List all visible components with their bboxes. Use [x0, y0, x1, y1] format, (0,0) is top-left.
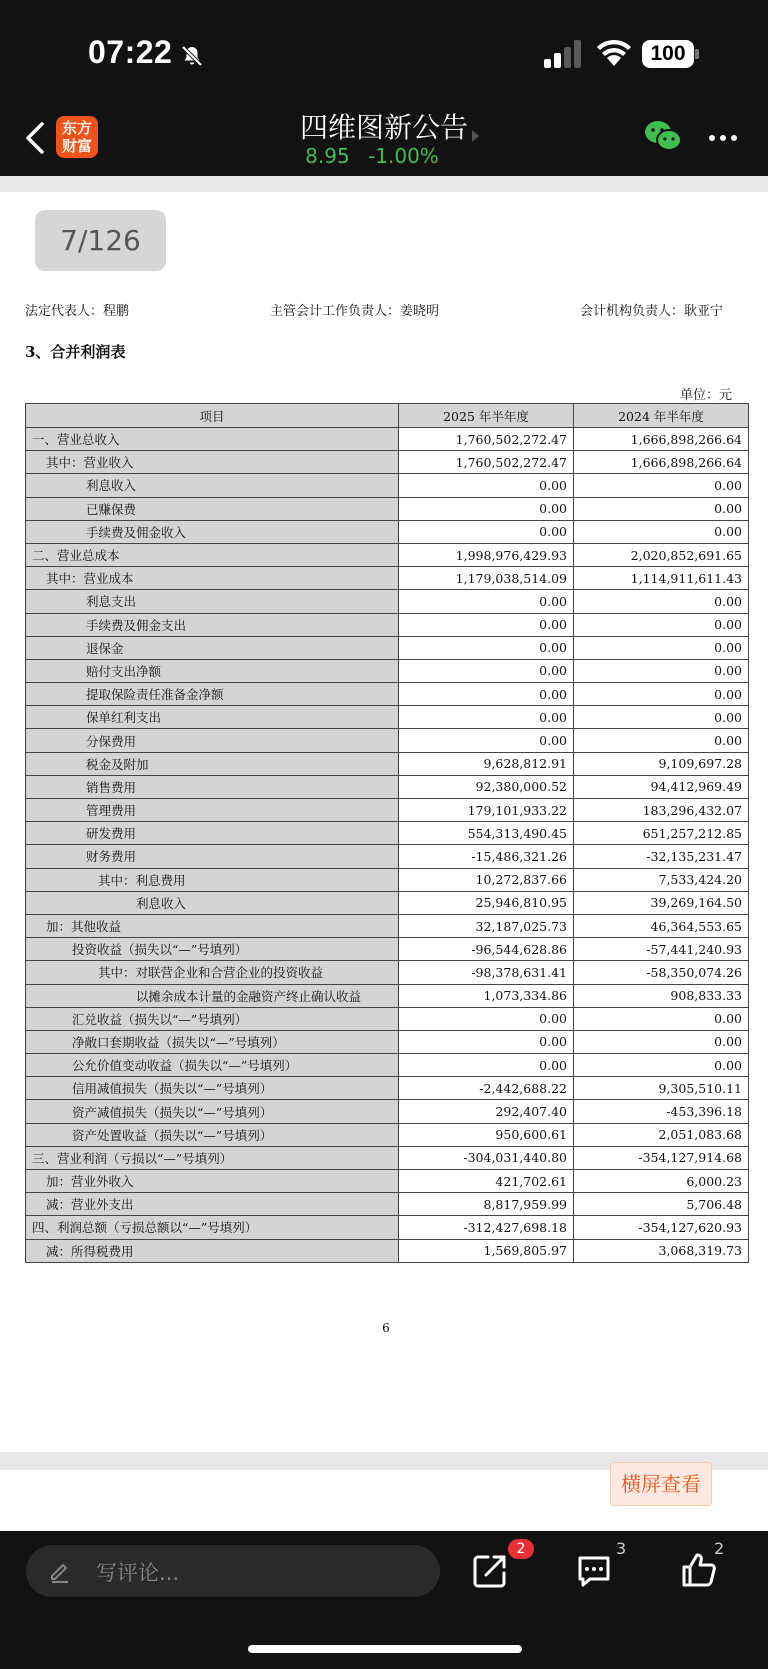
- table-row: [26, 1007, 749, 1030]
- value-2025: 0.00: [399, 683, 574, 706]
- value-2024: -453,396.18: [574, 1100, 749, 1123]
- value-2025: 0.00: [399, 1007, 574, 1030]
- header-2024: 2024 年半年度: [574, 404, 749, 428]
- value-2025: 1,073,334.86: [399, 984, 574, 1007]
- row-label: 加：营业外收入: [26, 1170, 399, 1193]
- row-label: 退保金: [26, 636, 399, 659]
- bell-muted-icon: [180, 44, 204, 68]
- comment-placeholder: 写评论...: [96, 1561, 180, 1585]
- row-label: 手续费及佣金收入: [26, 520, 399, 543]
- value-2025: 1,179,038,514.09: [399, 567, 574, 590]
- more-options-icon[interactable]: [708, 134, 738, 142]
- row-label: 以摊余成本计量的金融资产终止确认收益: [26, 984, 399, 1007]
- stock-price: 8.95: [305, 144, 350, 168]
- legal-representative: 法定代表人：程鹏: [25, 304, 130, 319]
- stock-quote[interactable]: [0, 144, 744, 168]
- row-label: 二、营业总成本: [26, 543, 399, 566]
- value-2024: 0.00: [574, 590, 749, 613]
- value-2024: 0.00: [574, 729, 749, 752]
- row-label: 已赚保费: [26, 497, 399, 520]
- value-2024: 9,109,697.28: [574, 752, 749, 775]
- row-label: 分保费用: [26, 729, 399, 752]
- accounting-head: 主管会计工作负责人：姜晓明: [270, 304, 440, 319]
- value-2024: 0.00: [574, 683, 749, 706]
- value-2024: 0.00: [574, 1030, 749, 1053]
- header-2025: 2025 年半年度: [399, 404, 574, 428]
- value-2025: -98,378,631.41: [399, 961, 574, 984]
- quote-arrow-icon: [472, 130, 479, 142]
- value-2024: 0.00: [574, 474, 749, 497]
- value-2024: 0.00: [574, 659, 749, 682]
- row-label: 手续费及佣金支出: [26, 613, 399, 636]
- value-2025: 1,998,976,429.93: [399, 543, 574, 566]
- value-2025: 0.00: [399, 706, 574, 729]
- value-2025: 25,946,810.95: [399, 891, 574, 914]
- page-indicator: 7/126: [35, 210, 166, 271]
- share-icon[interactable]: [472, 1553, 508, 1589]
- value-2025: -304,031,440.80: [399, 1146, 574, 1169]
- bottom-toolbar: [0, 1531, 768, 1669]
- table-row: [26, 1170, 749, 1193]
- value-2024: 0.00: [574, 636, 749, 659]
- table-row: [26, 961, 749, 984]
- row-label: 资产减值损失（损失以“—”号填列）: [26, 1100, 399, 1123]
- table-row: [26, 706, 749, 729]
- table-row: [26, 683, 749, 706]
- table-row: [26, 1193, 749, 1216]
- landscape-view-button[interactable]: 横屏查看: [610, 1462, 712, 1506]
- row-label: 投资收益（损失以“—”号填列）: [26, 938, 399, 961]
- income-statement-table: [25, 403, 749, 1263]
- table-row: [26, 1239, 749, 1262]
- row-label: 利息收入: [26, 474, 399, 497]
- table-row: [26, 775, 749, 798]
- value-2024: 39,269,164.50: [574, 891, 749, 914]
- comment-count: 3: [616, 1539, 627, 1558]
- value-2025: 554,313,490.45: [399, 822, 574, 845]
- value-2025: 32,187,025.73: [399, 914, 574, 937]
- home-indicator: [248, 1645, 522, 1653]
- battery-indicator: 100: [642, 40, 694, 68]
- table-row: [26, 543, 749, 566]
- like-count: 2: [714, 1539, 725, 1558]
- value-2024: -354,127,914.68: [574, 1146, 749, 1169]
- value-2024: 1,114,911,611.43: [574, 567, 749, 590]
- value-2025: -312,427,698.18: [399, 1216, 574, 1239]
- value-2024: 1,666,898,266.64: [574, 428, 749, 451]
- row-label: 三、营业利润（亏损以“—”号填列）: [26, 1146, 399, 1169]
- unit-label: 单位：元: [680, 388, 733, 403]
- table-row: [26, 799, 749, 822]
- value-2024: 0.00: [574, 613, 749, 636]
- comment-input[interactable]: [26, 1545, 440, 1597]
- status-bar: [0, 0, 768, 100]
- row-label: 研发费用: [26, 822, 399, 845]
- value-2025: 421,702.61: [399, 1170, 574, 1193]
- table-row: [26, 1216, 749, 1239]
- table-row: [26, 1030, 749, 1053]
- value-2024: -57,441,240.93: [574, 938, 749, 961]
- value-2025: 8,817,959.99: [399, 1193, 574, 1216]
- table-row: [26, 590, 749, 613]
- row-label: 利息支出: [26, 590, 399, 613]
- section-title: 3、合并利润表: [25, 343, 126, 361]
- value-2025: 0.00: [399, 1054, 574, 1077]
- table-row: [26, 520, 749, 543]
- value-2025: 179,101,933.22: [399, 799, 574, 822]
- status-time: 07:22: [88, 34, 173, 70]
- row-label: 公允价值变动收益（损失以“—”号填列）: [26, 1054, 399, 1077]
- value-2025: 0.00: [399, 1030, 574, 1053]
- table-row: [26, 613, 749, 636]
- pencil-icon: [48, 1559, 72, 1583]
- logo-line2: 财富: [61, 137, 92, 155]
- value-2025: 0.00: [399, 659, 574, 682]
- table-row: [26, 868, 749, 891]
- value-2024: 2,051,083.68: [574, 1123, 749, 1146]
- row-label: 其中：利息费用: [26, 868, 399, 891]
- comment-icon[interactable]: [576, 1553, 612, 1589]
- table-row: [26, 451, 749, 474]
- table-row: [26, 1054, 749, 1077]
- value-2024: 908,833.33: [574, 984, 749, 1007]
- table-row: [26, 1123, 749, 1146]
- value-2024: 183,296,432.07: [574, 799, 749, 822]
- row-label: 税金及附加: [26, 752, 399, 775]
- value-2024: 6,000.23: [574, 1170, 749, 1193]
- value-2024: 94,412,969.49: [574, 775, 749, 798]
- value-2024: 0.00: [574, 1007, 749, 1030]
- value-2025: -15,486,321.26: [399, 845, 574, 868]
- logo-line1: 东方: [61, 119, 92, 137]
- table-row: [26, 474, 749, 497]
- value-2024: 0.00: [574, 1054, 749, 1077]
- value-2024: 0.00: [574, 520, 749, 543]
- row-label: 利息收入: [26, 891, 399, 914]
- row-label: 销售费用: [26, 775, 399, 798]
- table-row: [26, 1146, 749, 1169]
- row-label: 资产处置收益（损失以“—”号填列）: [26, 1123, 399, 1146]
- table-row: [26, 428, 749, 451]
- table-row: [26, 659, 749, 682]
- table-header-row: [26, 404, 749, 428]
- table-row: [26, 891, 749, 914]
- value-2025: -2,442,688.22: [399, 1077, 574, 1100]
- value-2025: 0.00: [399, 636, 574, 659]
- value-2024: 7,533,424.20: [574, 868, 749, 891]
- stock-change: -1.00%: [368, 144, 439, 168]
- row-label: 信用减值损失（损失以“—”号填列）: [26, 1077, 399, 1100]
- table-row: [26, 938, 749, 961]
- value-2025: 0.00: [399, 590, 574, 613]
- value-2025: 0.00: [399, 613, 574, 636]
- row-label: 四、利润总额（亏损总额以“—”号填列）: [26, 1216, 399, 1239]
- value-2025: 1,760,502,272.47: [399, 451, 574, 474]
- table-row: [26, 567, 749, 590]
- value-2025: 0.00: [399, 474, 574, 497]
- row-label: 提取保险责任准备金净额: [26, 683, 399, 706]
- table-row: [26, 752, 749, 775]
- row-label: 其中：营业收入: [26, 451, 399, 474]
- value-2025: 292,407.40: [399, 1100, 574, 1123]
- page-title: 四维图新公告: [299, 111, 468, 144]
- cellular-signal-icon: [544, 40, 584, 68]
- value-2025: 0.00: [399, 520, 574, 543]
- value-2024: 46,364,553.65: [574, 914, 749, 937]
- value-2024: 3,068,319.73: [574, 1239, 749, 1262]
- accounting-org-head: 会计机构负责人：耿亚宁: [580, 304, 724, 319]
- value-2025: 1,569,805.97: [399, 1239, 574, 1262]
- value-2024: -58,350,074.26: [574, 961, 749, 984]
- row-label: 其中：对联营企业和合营企业的投资收益: [26, 961, 399, 984]
- table-row: [26, 845, 749, 868]
- value-2025: 1,760,502,272.47: [399, 428, 574, 451]
- value-2025: 9,628,812.91: [399, 752, 574, 775]
- value-2025: 950,600.61: [399, 1123, 574, 1146]
- table-row: [26, 1077, 749, 1100]
- row-label: 减：所得税费用: [26, 1239, 399, 1262]
- row-label: 保单红利支出: [26, 706, 399, 729]
- value-2024: 1,666,898,266.64: [574, 451, 749, 474]
- table-body: [26, 428, 749, 1263]
- row-label: 其中：营业成本: [26, 567, 399, 590]
- value-2024: -32,135,231.47: [574, 845, 749, 868]
- value-2025: 92,380,000.52: [399, 775, 574, 798]
- value-2024: 651,257,212.85: [574, 822, 749, 845]
- table-row: [26, 984, 749, 1007]
- table-row: [26, 1100, 749, 1123]
- value-2024: 5,706.48: [574, 1193, 749, 1216]
- header-item: 项目: [26, 404, 399, 428]
- value-2025: 10,272,837.66: [399, 868, 574, 891]
- row-label: 财务费用: [26, 845, 399, 868]
- value-2025: 0.00: [399, 729, 574, 752]
- page-separator: [0, 176, 768, 192]
- row-label: 管理费用: [26, 799, 399, 822]
- row-label: 加：其他收益: [26, 914, 399, 937]
- value-2025: -96,544,628.86: [399, 938, 574, 961]
- table-row: [26, 636, 749, 659]
- wechat-share-icon[interactable]: [644, 120, 682, 152]
- thumbs-up-icon[interactable]: [680, 1551, 718, 1589]
- value-2025: 0.00: [399, 497, 574, 520]
- value-2024: 0.00: [574, 706, 749, 729]
- row-label: 赔付支出净额: [26, 659, 399, 682]
- table-row: [26, 497, 749, 520]
- row-label: 净敞口套期收益（损失以“—”号填列）: [26, 1030, 399, 1053]
- value-2024: 9,305,510.11: [574, 1077, 749, 1100]
- share-badge: 2: [508, 1539, 534, 1559]
- row-label: 减：营业外支出: [26, 1193, 399, 1216]
- wifi-icon: [596, 38, 632, 68]
- nav-bar: [0, 100, 768, 176]
- table-row: [26, 729, 749, 752]
- row-label: 汇兑收益（损失以“—”号填列）: [26, 1007, 399, 1030]
- table-row: [26, 914, 749, 937]
- battery-tip: [695, 49, 699, 59]
- value-2024: 0.00: [574, 497, 749, 520]
- value-2024: -354,127,620.93: [574, 1216, 749, 1239]
- value-2024: 2,020,852,691.65: [574, 543, 749, 566]
- table-row: [26, 822, 749, 845]
- page-number: 6: [382, 1321, 390, 1335]
- row-label: 一、营业总收入: [26, 428, 399, 451]
